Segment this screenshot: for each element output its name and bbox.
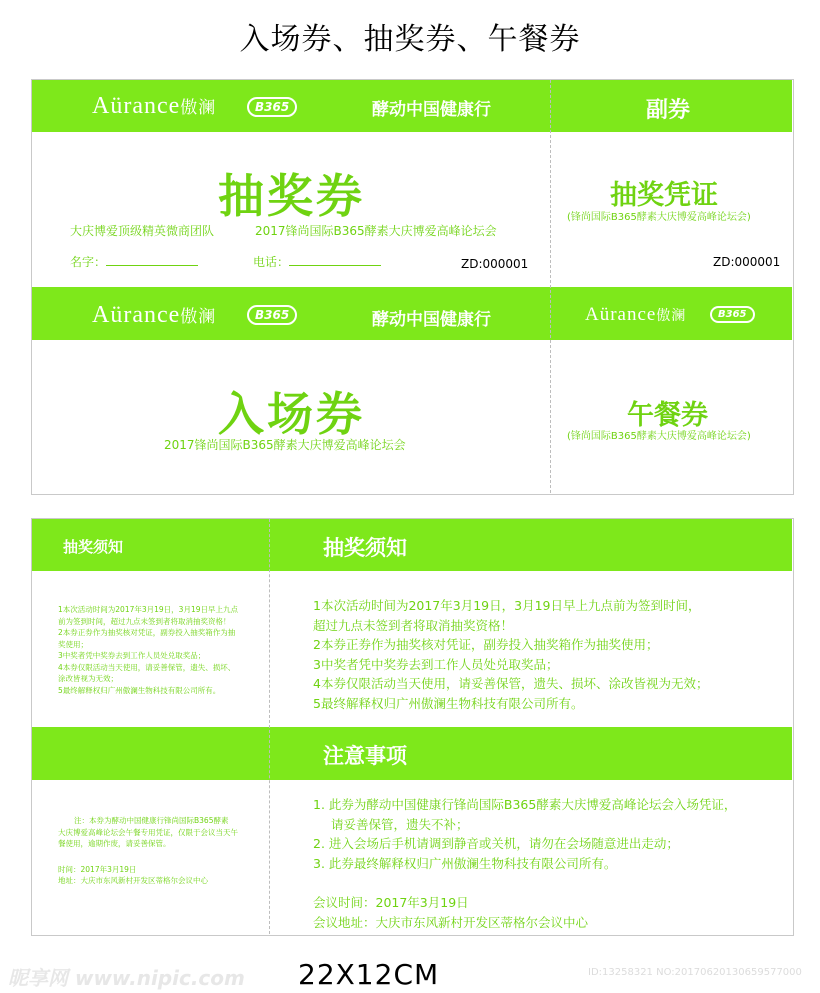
notice-line: 4本券仅限活动当天使用，请妥善保管，遗失、损坏、涂改皆视为无效； [313,676,709,691]
notice-line: 5最终解释权归广州傲澜生物科技有限公司所有。 [313,695,584,711]
notice-small-line: 3中奖者凭中奖券去到工作人员处兑取奖品； [58,651,206,660]
notice-small-line: 2本券正券作为抽奖核对凭证，副券投入抽奖箱作为抽 [58,628,236,637]
notice-small-line: 奖使用； [58,639,88,649]
attention-heading: 注意事项 [323,744,407,768]
lottery-heading: 抽奖券 [218,169,365,223]
attention-line: 3. 此券最终解释权归广州傲澜生物科技有限公司所有。 [313,855,617,871]
notice-small-line: 5最终解释权归广州傲澜生物科技有限公司所有。 [58,685,221,695]
notice-text [313,596,783,713]
notice-small-line: 4本券仅限活动当天使用，请妥善保管，遗失、损坏、 [58,662,236,672]
meeting-time: 会议时间：2017年3月19日 [313,895,469,910]
name-line [106,253,198,266]
lunch-heading: 午餐券 [627,400,708,431]
notice-heading: 抽奖须知 [323,536,407,560]
b365-badge-2: B365 [247,305,297,325]
notice-line: 1本次活动时间为2017年3月19日，3月19日早上九点前为签到时间， [313,598,701,613]
attention-header-band [32,727,792,780]
name-field[interactable] [70,253,198,270]
attention-small-line [58,850,266,864]
brand-logo-2 [92,302,216,329]
attention-small-line: 大庆博爱高峰论坛会午餐专用凭证，仅限于会议当天午 [58,827,238,837]
lottery-team: 大庆博爱顶级精英微商团队 [70,224,215,238]
b365-badge: B365 [247,97,297,117]
notice-small-line: 涂改皆视为无效； [58,674,118,683]
attention-small-line: 地址：大庆市东风新村开发区蒂格尔会议中心 [58,876,208,885]
logo-cn-3: 傲澜 [656,308,687,324]
lottery-serial: ZD:000001 [461,257,529,271]
notice-line: 超过九点未签到者将取消抽奖资格！ [313,617,514,633]
logo-en-3: Aürance [585,304,657,325]
notice-line: 2本券正券作为抽奖核对凭证，副券投入抽奖箱作为抽奖使用； [313,637,659,652]
watermark-site: 昵享网 www.nipic.com [8,966,245,990]
meeting-address: 会议地址：大庆市东风新村开发区蒂格尔会议中心 [313,914,589,930]
admission-heading: 入场券 [218,387,365,441]
stub-header: 副券 [646,98,691,123]
notice-small-heading: 抽奖须知 [63,538,124,556]
stub-heading: 抽奖凭证 [610,180,718,211]
stub-divider [550,80,551,493]
admission-sub: 2017锋尚国际B365酵素大庆博爱高峰论坛会 [164,438,406,452]
notice-header-band [32,519,792,571]
brand-logo-3 [585,304,686,326]
notice-small-line: 前为签到时间，超过九点未签到者将取消抽奖资格！ [58,616,231,626]
slogan: 酵动中国健康行 [372,100,491,120]
phone-field[interactable] [253,253,381,270]
page-title: 入场券、抽奖券、午餐券 [239,22,581,57]
notice-small-line: 1本次活动时间为2017年3月19日，3月19日早上九点 [58,605,238,614]
watermark-id: ID:13258321 NO:20170620130659577000 [588,967,802,978]
attention-text [313,795,783,932]
attention-small-line: 时间：2017年3月19日 [58,864,137,874]
phone-line [289,253,381,266]
logo-cn-2: 傲澜 [180,307,217,327]
spacer [313,873,783,893]
notice-divider [269,519,270,934]
attention-small-line: 餐使用，逾期作废，请妥善保管。 [58,839,171,848]
attention-small-line: 注：本券为酵动中国健康行锋尚国际B365酵素 [74,816,229,825]
size-label: 22X12CM [298,958,440,991]
attention-line: 1. 此券为酵动中国健康行锋尚国际B365酵素大庆博爱高峰论坛会入场凭证， [313,797,737,812]
logo-cn: 傲澜 [180,98,217,118]
lottery-event: 2017锋尚国际B365酵素大庆博爱高峰论坛会 [255,224,497,238]
slogan-2: 酵动中国健康行 [372,310,491,330]
notice-small-text [58,604,263,696]
logo-en-2: Aürance [92,302,181,328]
attention-line: 2. 进入会场后手机请调到静音或关机，请勿在会场随意进出走动； [313,836,679,851]
phone-label: 电话： [253,255,290,269]
attention-small-text [58,815,266,887]
notice-line: 3中奖者凭中奖券去到工作人员处兑取奖品； [313,656,559,672]
brand-logo [92,93,216,120]
logo-en: Aürance [92,93,181,119]
b365-badge-3: B365 [710,306,755,323]
stub-serial: ZD:000001 [713,255,781,269]
stub-sub: (锋尚国际B365酵素大庆博爱高峰论坛会) [567,212,751,223]
name-label: 名字： [70,255,107,269]
lunch-sub: (锋尚国际B365酵素大庆博爱高峰论坛会) [567,431,751,442]
attention-line: 请妥善保管，遗失不补； [331,816,469,832]
